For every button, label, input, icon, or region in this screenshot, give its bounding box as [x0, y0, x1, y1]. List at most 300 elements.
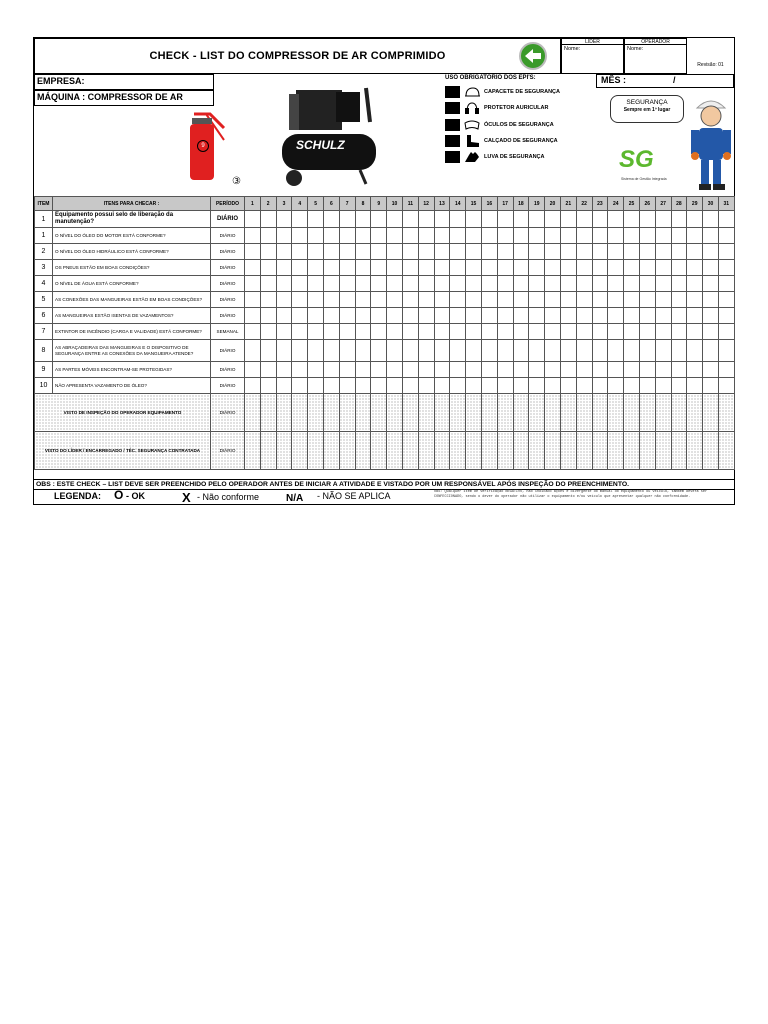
day-check-cell[interactable]	[466, 211, 482, 228]
visto-sign-cell[interactable]	[592, 394, 608, 432]
visto-sign-cell[interactable]	[245, 432, 261, 470]
day-check-cell[interactable]	[655, 244, 671, 260]
day-check-cell[interactable]	[481, 292, 497, 308]
visto-sign-cell[interactable]	[276, 432, 292, 470]
day-check-cell[interactable]	[450, 260, 466, 276]
day-check-cell[interactable]	[497, 308, 513, 324]
day-check-cell[interactable]	[387, 211, 403, 228]
day-check-cell[interactable]	[308, 362, 324, 378]
day-check-cell[interactable]	[276, 362, 292, 378]
day-check-cell[interactable]	[545, 211, 561, 228]
day-check-cell[interactable]	[624, 260, 640, 276]
day-check-cell[interactable]	[592, 378, 608, 394]
day-check-cell[interactable]	[576, 211, 592, 228]
day-check-cell[interactable]	[624, 378, 640, 394]
day-check-cell[interactable]	[608, 276, 624, 292]
day-check-cell[interactable]	[260, 340, 276, 362]
day-check-cell[interactable]	[513, 340, 529, 362]
day-check-cell[interactable]	[434, 378, 450, 394]
day-check-cell[interactable]	[703, 276, 719, 292]
day-check-cell[interactable]	[529, 244, 545, 260]
visto-sign-cell[interactable]	[339, 394, 355, 432]
day-check-cell[interactable]	[481, 324, 497, 340]
visto-sign-cell[interactable]	[450, 394, 466, 432]
back-arrow-icon[interactable]	[518, 41, 548, 71]
day-check-cell[interactable]	[529, 211, 545, 228]
day-check-cell[interactable]	[418, 308, 434, 324]
visto-sign-cell[interactable]	[576, 394, 592, 432]
day-check-cell[interactable]	[513, 211, 529, 228]
day-check-cell[interactable]	[323, 228, 339, 244]
day-check-cell[interactable]	[292, 308, 308, 324]
day-check-cell[interactable]	[418, 362, 434, 378]
day-check-cell[interactable]	[276, 324, 292, 340]
day-check-cell[interactable]	[323, 276, 339, 292]
day-check-cell[interactable]	[655, 260, 671, 276]
visto-sign-cell[interactable]	[687, 432, 703, 470]
day-check-cell[interactable]	[671, 362, 687, 378]
day-check-cell[interactable]	[608, 308, 624, 324]
day-check-cell[interactable]	[718, 340, 734, 362]
visto-sign-cell[interactable]	[355, 432, 371, 470]
day-check-cell[interactable]	[529, 362, 545, 378]
day-check-cell[interactable]	[481, 260, 497, 276]
day-check-cell[interactable]	[450, 244, 466, 260]
day-check-cell[interactable]	[545, 378, 561, 394]
day-check-cell[interactable]	[260, 244, 276, 260]
day-check-cell[interactable]	[450, 276, 466, 292]
visto-sign-cell[interactable]	[592, 432, 608, 470]
day-check-cell[interactable]	[339, 276, 355, 292]
day-check-cell[interactable]	[466, 378, 482, 394]
visto-sign-cell[interactable]	[560, 432, 576, 470]
day-check-cell[interactable]	[655, 292, 671, 308]
day-check-cell[interactable]	[308, 308, 324, 324]
visto-sign-cell[interactable]	[545, 432, 561, 470]
visto-sign-cell[interactable]	[260, 432, 276, 470]
day-check-cell[interactable]	[371, 260, 387, 276]
day-check-cell[interactable]	[592, 276, 608, 292]
day-check-cell[interactable]	[497, 292, 513, 308]
day-check-cell[interactable]	[718, 324, 734, 340]
day-check-cell[interactable]	[639, 228, 655, 244]
day-check-cell[interactable]	[639, 244, 655, 260]
day-check-cell[interactable]	[292, 228, 308, 244]
day-check-cell[interactable]	[308, 324, 324, 340]
day-check-cell[interactable]	[703, 378, 719, 394]
day-check-cell[interactable]	[560, 308, 576, 324]
day-check-cell[interactable]	[481, 211, 497, 228]
visto-sign-cell[interactable]	[260, 394, 276, 432]
day-check-cell[interactable]	[339, 378, 355, 394]
day-check-cell[interactable]	[592, 292, 608, 308]
day-check-cell[interactable]	[481, 228, 497, 244]
day-check-cell[interactable]	[308, 292, 324, 308]
day-check-cell[interactable]	[402, 260, 418, 276]
day-check-cell[interactable]	[513, 292, 529, 308]
day-check-cell[interactable]	[624, 324, 640, 340]
day-check-cell[interactable]	[703, 228, 719, 244]
day-check-cell[interactable]	[260, 276, 276, 292]
day-check-cell[interactable]	[339, 362, 355, 378]
day-check-cell[interactable]	[245, 292, 261, 308]
day-check-cell[interactable]	[671, 378, 687, 394]
day-check-cell[interactable]	[687, 324, 703, 340]
epi-checkbox[interactable]	[445, 119, 460, 131]
day-check-cell[interactable]	[671, 292, 687, 308]
day-check-cell[interactable]	[671, 324, 687, 340]
day-check-cell[interactable]	[545, 276, 561, 292]
visto-sign-cell[interactable]	[387, 432, 403, 470]
day-check-cell[interactable]	[608, 292, 624, 308]
day-check-cell[interactable]	[639, 211, 655, 228]
day-check-cell[interactable]	[497, 340, 513, 362]
day-check-cell[interactable]	[323, 340, 339, 362]
day-check-cell[interactable]	[308, 340, 324, 362]
visto-sign-cell[interactable]	[402, 432, 418, 470]
visto-sign-cell[interactable]	[497, 394, 513, 432]
day-check-cell[interactable]	[481, 378, 497, 394]
day-check-cell[interactable]	[387, 362, 403, 378]
day-check-cell[interactable]	[497, 378, 513, 394]
day-check-cell[interactable]	[402, 308, 418, 324]
day-check-cell[interactable]	[560, 244, 576, 260]
day-check-cell[interactable]	[323, 260, 339, 276]
day-check-cell[interactable]	[339, 228, 355, 244]
day-check-cell[interactable]	[497, 362, 513, 378]
day-check-cell[interactable]	[529, 308, 545, 324]
day-check-cell[interactable]	[624, 244, 640, 260]
visto-sign-cell[interactable]	[481, 394, 497, 432]
day-check-cell[interactable]	[687, 340, 703, 362]
day-check-cell[interactable]	[418, 228, 434, 244]
day-check-cell[interactable]	[624, 362, 640, 378]
day-check-cell[interactable]	[687, 244, 703, 260]
day-check-cell[interactable]	[671, 228, 687, 244]
visto-sign-cell[interactable]	[703, 432, 719, 470]
day-check-cell[interactable]	[450, 378, 466, 394]
day-check-cell[interactable]	[703, 340, 719, 362]
day-check-cell[interactable]	[718, 260, 734, 276]
day-check-cell[interactable]	[718, 362, 734, 378]
visto-sign-cell[interactable]	[371, 394, 387, 432]
day-check-cell[interactable]	[245, 362, 261, 378]
visto-sign-cell[interactable]	[466, 432, 482, 470]
day-check-cell[interactable]	[560, 276, 576, 292]
day-check-cell[interactable]	[529, 340, 545, 362]
day-check-cell[interactable]	[450, 211, 466, 228]
day-check-cell[interactable]	[497, 260, 513, 276]
visto-sign-cell[interactable]	[450, 432, 466, 470]
day-check-cell[interactable]	[624, 308, 640, 324]
day-check-cell[interactable]	[529, 228, 545, 244]
day-check-cell[interactable]	[418, 260, 434, 276]
day-check-cell[interactable]	[560, 260, 576, 276]
day-check-cell[interactable]	[418, 378, 434, 394]
day-check-cell[interactable]	[276, 276, 292, 292]
day-check-cell[interactable]	[718, 244, 734, 260]
visto-sign-cell[interactable]	[497, 432, 513, 470]
day-check-cell[interactable]	[545, 308, 561, 324]
epi-checkbox[interactable]	[445, 135, 460, 147]
day-check-cell[interactable]	[387, 276, 403, 292]
day-check-cell[interactable]	[402, 244, 418, 260]
day-check-cell[interactable]	[703, 211, 719, 228]
day-check-cell[interactable]	[355, 260, 371, 276]
day-check-cell[interactable]	[560, 292, 576, 308]
day-check-cell[interactable]	[308, 244, 324, 260]
day-check-cell[interactable]	[671, 244, 687, 260]
day-check-cell[interactable]	[402, 362, 418, 378]
day-check-cell[interactable]	[497, 324, 513, 340]
day-check-cell[interactable]	[639, 362, 655, 378]
visto-sign-cell[interactable]	[624, 432, 640, 470]
day-check-cell[interactable]	[371, 228, 387, 244]
day-check-cell[interactable]	[387, 324, 403, 340]
day-check-cell[interactable]	[323, 362, 339, 378]
visto-sign-cell[interactable]	[545, 394, 561, 432]
day-check-cell[interactable]	[481, 276, 497, 292]
day-check-cell[interactable]	[529, 276, 545, 292]
visto-sign-cell[interactable]	[292, 394, 308, 432]
day-check-cell[interactable]	[371, 362, 387, 378]
day-check-cell[interactable]	[434, 260, 450, 276]
day-check-cell[interactable]	[608, 378, 624, 394]
day-check-cell[interactable]	[355, 308, 371, 324]
visto-sign-cell[interactable]	[608, 432, 624, 470]
day-check-cell[interactable]	[592, 260, 608, 276]
day-check-cell[interactable]	[529, 292, 545, 308]
day-check-cell[interactable]	[355, 276, 371, 292]
day-check-cell[interactable]	[639, 292, 655, 308]
day-check-cell[interactable]	[608, 340, 624, 362]
day-check-cell[interactable]	[608, 362, 624, 378]
day-check-cell[interactable]	[371, 211, 387, 228]
day-check-cell[interactable]	[671, 260, 687, 276]
day-check-cell[interactable]	[418, 276, 434, 292]
day-check-cell[interactable]	[497, 211, 513, 228]
day-check-cell[interactable]	[387, 260, 403, 276]
day-check-cell[interactable]	[703, 324, 719, 340]
day-check-cell[interactable]	[355, 228, 371, 244]
day-check-cell[interactable]	[703, 362, 719, 378]
day-check-cell[interactable]	[402, 228, 418, 244]
visto-sign-cell[interactable]	[434, 394, 450, 432]
day-check-cell[interactable]	[481, 340, 497, 362]
day-check-cell[interactable]	[402, 340, 418, 362]
day-check-cell[interactable]	[418, 211, 434, 228]
day-check-cell[interactable]	[671, 276, 687, 292]
day-check-cell[interactable]	[576, 340, 592, 362]
visto-sign-cell[interactable]	[292, 432, 308, 470]
day-check-cell[interactable]	[355, 378, 371, 394]
day-check-cell[interactable]	[655, 308, 671, 324]
visto-sign-cell[interactable]	[402, 394, 418, 432]
day-check-cell[interactable]	[671, 340, 687, 362]
day-check-cell[interactable]	[292, 324, 308, 340]
day-check-cell[interactable]	[687, 260, 703, 276]
day-check-cell[interactable]	[418, 244, 434, 260]
day-check-cell[interactable]	[560, 228, 576, 244]
visto-sign-cell[interactable]	[560, 394, 576, 432]
day-check-cell[interactable]	[292, 260, 308, 276]
day-check-cell[interactable]	[308, 276, 324, 292]
day-check-cell[interactable]	[481, 244, 497, 260]
day-check-cell[interactable]	[624, 276, 640, 292]
day-check-cell[interactable]	[260, 211, 276, 228]
day-check-cell[interactable]	[481, 362, 497, 378]
epi-checkbox[interactable]	[445, 151, 460, 163]
day-check-cell[interactable]	[260, 324, 276, 340]
day-check-cell[interactable]	[355, 340, 371, 362]
day-check-cell[interactable]	[513, 228, 529, 244]
day-check-cell[interactable]	[339, 340, 355, 362]
day-check-cell[interactable]	[339, 211, 355, 228]
day-check-cell[interactable]	[545, 260, 561, 276]
day-check-cell[interactable]	[245, 228, 261, 244]
day-check-cell[interactable]	[434, 308, 450, 324]
day-check-cell[interactable]	[497, 244, 513, 260]
day-check-cell[interactable]	[592, 211, 608, 228]
visto-sign-cell[interactable]	[608, 394, 624, 432]
day-check-cell[interactable]	[434, 324, 450, 340]
visto-sign-cell[interactable]	[245, 394, 261, 432]
visto-sign-cell[interactable]	[655, 432, 671, 470]
day-check-cell[interactable]	[639, 276, 655, 292]
day-check-cell[interactable]	[545, 362, 561, 378]
day-check-cell[interactable]	[276, 211, 292, 228]
day-check-cell[interactable]	[545, 324, 561, 340]
day-check-cell[interactable]	[466, 244, 482, 260]
day-check-cell[interactable]	[466, 362, 482, 378]
day-check-cell[interactable]	[592, 308, 608, 324]
visto-sign-cell[interactable]	[513, 432, 529, 470]
operador-name-field[interactable]	[624, 44, 687, 74]
day-check-cell[interactable]	[718, 276, 734, 292]
day-check-cell[interactable]	[450, 324, 466, 340]
day-check-cell[interactable]	[434, 228, 450, 244]
day-check-cell[interactable]	[466, 340, 482, 362]
day-check-cell[interactable]	[371, 308, 387, 324]
day-check-cell[interactable]	[687, 276, 703, 292]
day-check-cell[interactable]	[466, 276, 482, 292]
day-check-cell[interactable]	[560, 362, 576, 378]
day-check-cell[interactable]	[529, 378, 545, 394]
epi-checkbox[interactable]	[445, 86, 460, 98]
day-check-cell[interactable]	[703, 260, 719, 276]
day-check-cell[interactable]	[371, 244, 387, 260]
day-check-cell[interactable]	[592, 340, 608, 362]
day-check-cell[interactable]	[323, 308, 339, 324]
maquina-field[interactable]: MÁQUINA : COMPRESSOR DE AR	[34, 90, 214, 106]
day-check-cell[interactable]	[387, 244, 403, 260]
day-check-cell[interactable]	[576, 324, 592, 340]
day-check-cell[interactable]	[576, 228, 592, 244]
day-check-cell[interactable]	[434, 276, 450, 292]
visto-sign-cell[interactable]	[481, 432, 497, 470]
day-check-cell[interactable]	[292, 244, 308, 260]
day-check-cell[interactable]	[592, 228, 608, 244]
day-check-cell[interactable]	[355, 362, 371, 378]
day-check-cell[interactable]	[292, 340, 308, 362]
day-check-cell[interactable]	[718, 308, 734, 324]
day-check-cell[interactable]	[292, 378, 308, 394]
day-check-cell[interactable]	[355, 324, 371, 340]
day-check-cell[interactable]	[260, 378, 276, 394]
day-check-cell[interactable]	[560, 211, 576, 228]
day-check-cell[interactable]	[624, 340, 640, 362]
day-check-cell[interactable]	[260, 362, 276, 378]
day-check-cell[interactable]	[466, 324, 482, 340]
visto-sign-cell[interactable]	[355, 394, 371, 432]
day-check-cell[interactable]	[387, 378, 403, 394]
day-check-cell[interactable]	[639, 324, 655, 340]
visto-sign-cell[interactable]	[639, 394, 655, 432]
day-check-cell[interactable]	[387, 292, 403, 308]
day-check-cell[interactable]	[671, 211, 687, 228]
day-check-cell[interactable]	[245, 244, 261, 260]
day-check-cell[interactable]	[703, 244, 719, 260]
day-check-cell[interactable]	[308, 228, 324, 244]
day-check-cell[interactable]	[371, 324, 387, 340]
day-check-cell[interactable]	[576, 308, 592, 324]
day-check-cell[interactable]	[402, 324, 418, 340]
day-check-cell[interactable]	[339, 244, 355, 260]
day-check-cell[interactable]	[718, 378, 734, 394]
day-check-cell[interactable]	[497, 228, 513, 244]
day-check-cell[interactable]	[245, 276, 261, 292]
day-check-cell[interactable]	[703, 292, 719, 308]
day-check-cell[interactable]	[560, 378, 576, 394]
day-check-cell[interactable]	[450, 340, 466, 362]
day-check-cell[interactable]	[639, 378, 655, 394]
visto-sign-cell[interactable]	[339, 432, 355, 470]
visto-sign-cell[interactable]	[466, 394, 482, 432]
day-check-cell[interactable]	[513, 308, 529, 324]
day-check-cell[interactable]	[687, 308, 703, 324]
visto-sign-cell[interactable]	[308, 432, 324, 470]
day-check-cell[interactable]	[513, 362, 529, 378]
day-check-cell[interactable]	[608, 244, 624, 260]
day-check-cell[interactable]	[592, 362, 608, 378]
day-check-cell[interactable]	[545, 340, 561, 362]
day-check-cell[interactable]	[245, 308, 261, 324]
day-check-cell[interactable]	[355, 244, 371, 260]
day-check-cell[interactable]	[308, 260, 324, 276]
day-check-cell[interactable]	[371, 340, 387, 362]
day-check-cell[interactable]	[450, 308, 466, 324]
day-check-cell[interactable]	[323, 244, 339, 260]
day-check-cell[interactable]	[592, 324, 608, 340]
visto-sign-cell[interactable]	[718, 432, 734, 470]
day-check-cell[interactable]	[545, 228, 561, 244]
day-check-cell[interactable]	[434, 244, 450, 260]
day-check-cell[interactable]	[687, 228, 703, 244]
day-check-cell[interactable]	[576, 292, 592, 308]
day-check-cell[interactable]	[245, 260, 261, 276]
day-check-cell[interactable]	[655, 324, 671, 340]
day-check-cell[interactable]	[608, 228, 624, 244]
day-check-cell[interactable]	[529, 324, 545, 340]
day-check-cell[interactable]	[260, 260, 276, 276]
visto-sign-cell[interactable]	[276, 394, 292, 432]
day-check-cell[interactable]	[260, 292, 276, 308]
day-check-cell[interactable]	[671, 308, 687, 324]
visto-sign-cell[interactable]	[529, 432, 545, 470]
day-check-cell[interactable]	[466, 260, 482, 276]
empresa-field[interactable]: EMPRESA:	[34, 74, 214, 90]
day-check-cell[interactable]	[655, 211, 671, 228]
